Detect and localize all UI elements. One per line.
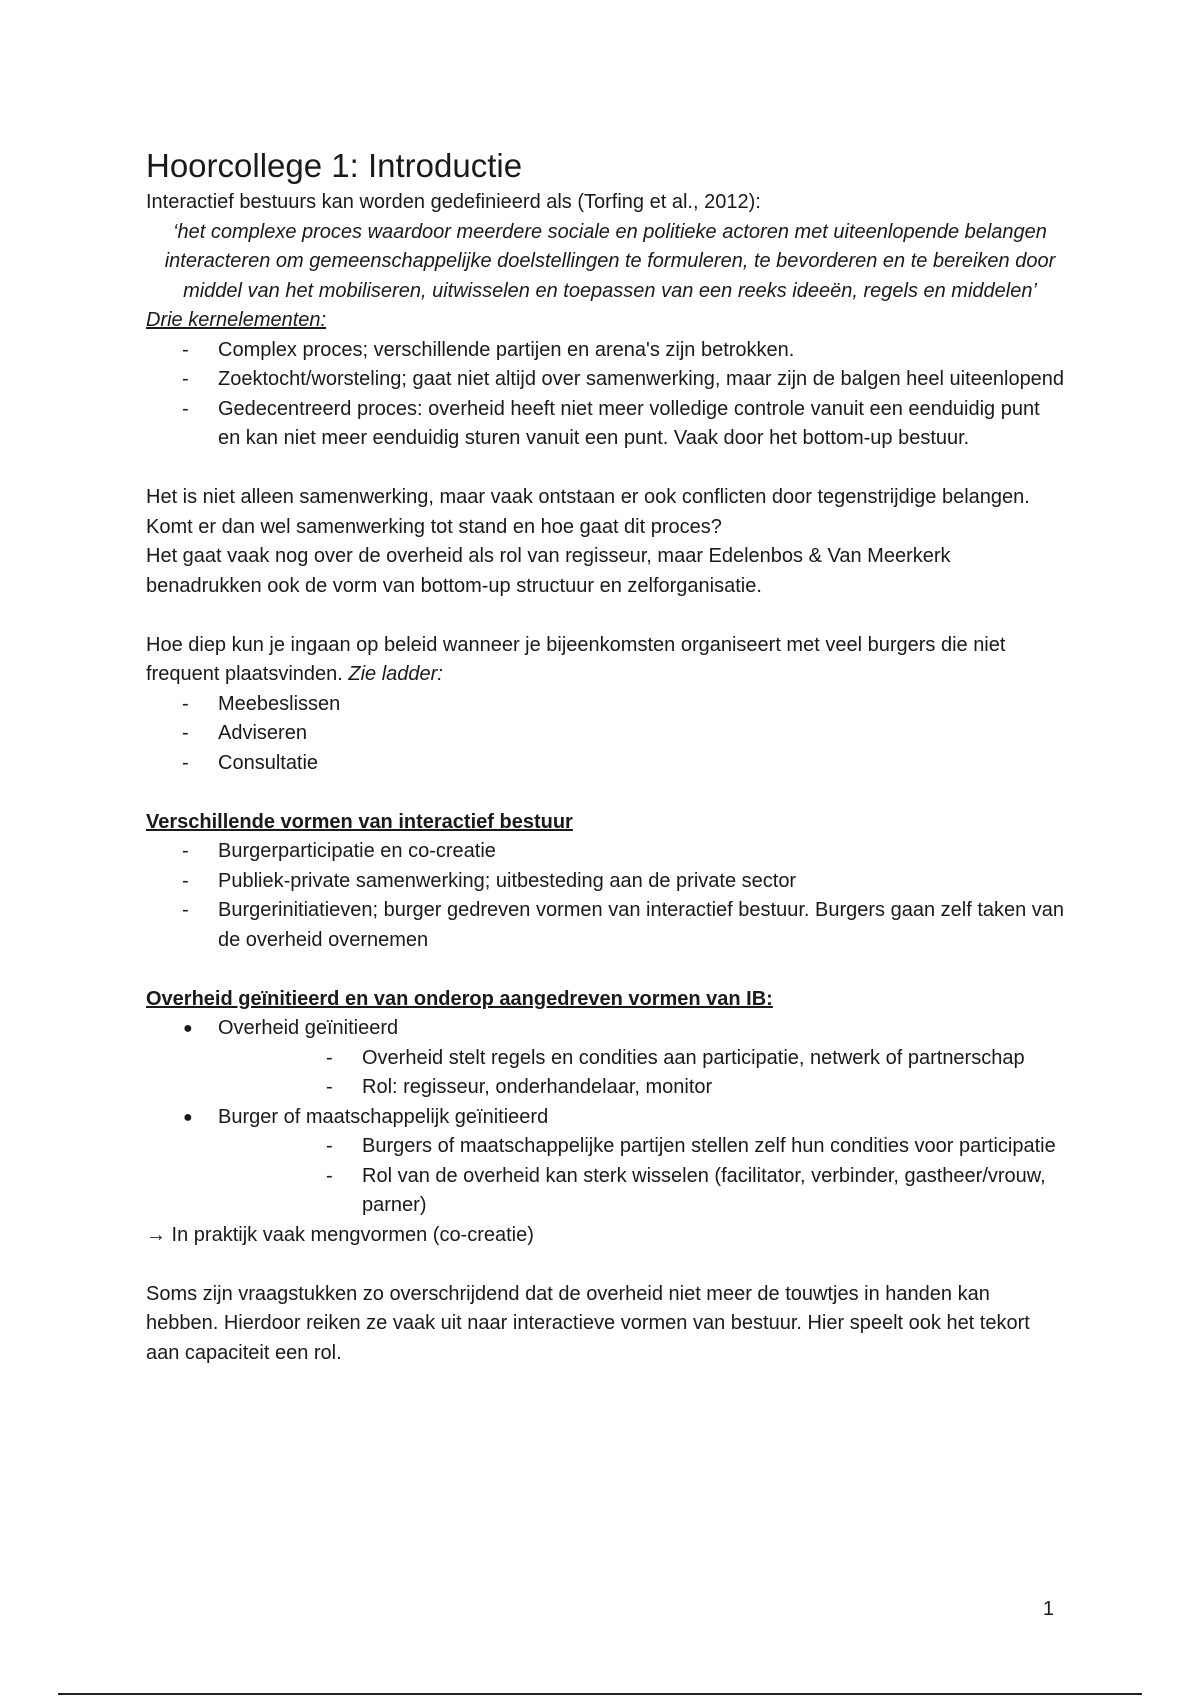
paragraph-2: Het gaat vaak nog over de overheid als rol van regisseur, maar Edelenbos & Van Meerkerk benadrukken ook de vorm van bottom-up structuur en zelforganisatie. <box>146 545 951 597</box>
list-item: - Burgerparticipatie en co-creatie <box>182 840 496 862</box>
list-item: - Publiek-private samenwerking; uitbesteding aan de private sector <box>182 869 797 892</box>
vormen-heading: Verschillende vormen van interactief bestuur <box>146 810 573 833</box>
list-item: - Burgerinitiatieven; burger gedreven vormen van interactief bestuur. Burgers gaan zelf taken van de overheid overnemen <box>182 899 1065 951</box>
list-item: - Gedecentreerd proces: overheid heeft niet meer volledige controle vanuit een eenduidig punt en kan niet meer eenduidig sturen vanuit een punt. Vaak door het bottom-up bestuur. <box>182 397 1040 449</box>
ladder-ref: Zie ladder: <box>348 663 443 685</box>
definition-quote: ‘het complexe proces waardoor meerdere sociale en politieke actoren met uiteenlopende belangen interacteren om gemeenschappelijke doelstellingen te formuleren, te bevorderen en te bereiken door middel van het mobiliseren, uitwisselen en toepassen van een reeks ideeën, regels en middelen’ <box>164 220 1056 302</box>
vormen-list <box>146 837 1066 955</box>
kern-list <box>146 336 1066 454</box>
kern-heading: Drie kernelementen: <box>146 309 327 331</box>
list-item: - Burgers of maatschappelijke partijen stellen zelf hun condities voor participatie <box>326 1135 1056 1157</box>
list-item: - Consultatie <box>182 751 319 774</box>
mengvormen-line: → In praktijk vaak mengvormen (co-creatie) <box>146 1223 534 1246</box>
paragraph-4: Soms zijn vraagstukken zo overschrijdend dat de overheid niet meer de touwtjes in handen kan hebben. Hierdoor reiken ze vaak uit naar interactieve vormen van bestuur. Hier speelt ook het tekort aan capaciteit een rol. <box>146 1282 1030 1364</box>
list-item: - Complex proces; verschillende partijen en arena's zijn betrokken. <box>182 338 795 361</box>
bullet-icon: ● <box>183 1020 193 1037</box>
paragraph-3: Hoe diep kun je ingaan op beleid wanneer je bijeenkomsten organiseert met veel burgers die niet frequent plaatsvinden. Zie ladder: <box>146 633 1006 685</box>
intro-text: Interactief bestuurs kan worden gedefinieerd als (Torfing et al., 2012): <box>146 191 761 213</box>
paragraph-1: Het is niet alleen samenwerking, maar vaak ontstaan er ook conflicten door tegenstrijdige belangen. Komt er dan wel samenwerking tot stand en hoe gaat dit proces? <box>146 486 1030 538</box>
page-title: Hoorcollege 1: Introductie <box>146 147 523 184</box>
list-item: - Adviseren <box>182 722 307 744</box>
list-item: ● Overheid geïnitieerd - Overheid stelt regels en condities aan participatie, netwerk of partnerschap - Rol: regisseur, onderhandelaar, monitor <box>146 1014 1066 1103</box>
bottom-rule <box>58 1693 1142 1695</box>
ladder-list <box>146 690 1066 779</box>
list-item: - Rol van de overheid kan sterk wisselen (facilitator, verbinder, gastheer/vrouw, parner) <box>326 1164 1046 1216</box>
list-item: - Meebeslissen <box>182 692 341 715</box>
sub-list <box>218 1132 1066 1221</box>
sub-list <box>218 1044 1066 1103</box>
bullet-icon: ● <box>183 1108 193 1126</box>
list-item: - Rol: regisseur, onderhandelaar, monitor <box>326 1076 713 1098</box>
ib-list <box>146 1014 1066 1221</box>
list-item: ● Burger of maatschappelijk geïnitieerd - Burgers of maatschappelijke partijen stellen zelf hun condities voor participatie - Rol van de overheid kan sterk wisselen (facilitator, verbinder, gastheer/vrouw, parner) <box>146 1103 1066 1221</box>
list-item: - Zoektocht/worsteling; gaat niet altijd over samenwerking, maar zijn de balgen heel uiteenlopend <box>182 368 1065 390</box>
list-item: - Overheid stelt regels en condities aan participatie, netwerk of partnerschap <box>326 1046 1025 1069</box>
ib-heading: Overheid geïnitieerd en van onderop aangedreven vormen van IB: <box>146 987 773 1010</box>
document-page <box>146 144 1066 1368</box>
page-number: 1 <box>1042 1598 1054 1620</box>
